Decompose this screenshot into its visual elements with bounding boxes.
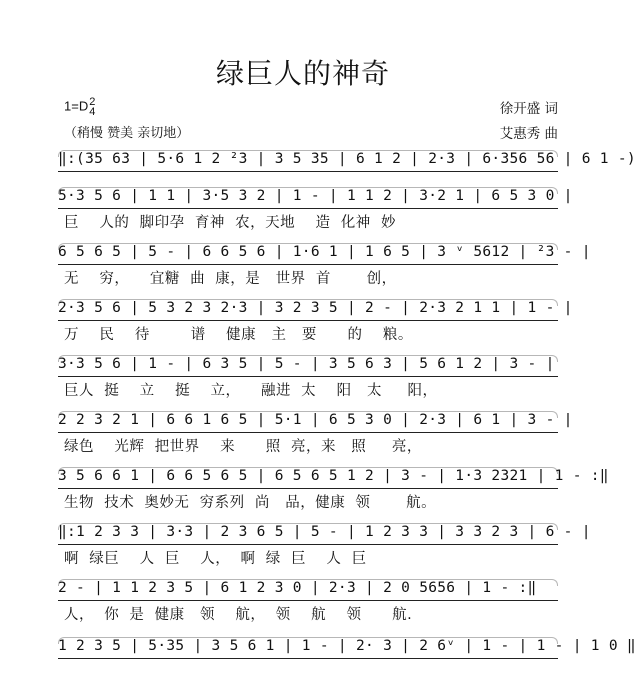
song-title: 绿巨人的神奇 [215, 57, 390, 90]
lyrics-row-6: 绿色 光辉 把世界 来 照 亮，来 照 亮， [64, 439, 422, 455]
lyrics-row-4: 万 民 待 谱 健康 主 要 的 粮。 [64, 327, 413, 343]
lyrics-row-3: 无 穷， 宜糖 曲 康，是 世界 首 创， [64, 271, 397, 287]
lyrics-row-9: 人， 你 是 健康 领 航， 领 航 领 航. [64, 607, 413, 623]
notation-row-3: 6 5 6 5 | 5 - | 6 6 5 6 | 1·6 1 | 1 6 5 | 3 ᵛ 5612 | ²3 - | [58, 240, 558, 265]
notation-row-7: 3 5 6 6 1 | 6 6 5 6 5 | 6 5 6 5 1 2 | 3 - | 1·3 2321 | 1 - :‖ [58, 464, 558, 489]
notation-row-2: 5·3 5 6 | 1 1 | 3·5 3 2 | 1 - | 1 1 2 | 3·2 1 | 6 5 3 0 | [58, 184, 558, 209]
notation-row-4: 2·3 5 6 | 5 3 2 3 2·3 | 3 2 3 5 | 2 - | 2·3 2 1 1 | 1 - | [58, 296, 558, 321]
notation-row-6: 2 2 3 2 1 | 6 6 1 6 5 | 5·1 | 6 5 3 0 | 2·3 | 6 1 | 3 - | [58, 408, 558, 433]
time-top: 2 [89, 96, 96, 108]
key-signature [64, 97, 95, 117]
notation-row-1: ‖:(35 63 | 5·6 1 2 ²3 | 3 5 35 | 6 1 2 | 2·3 | 6·356 56 | 6 1 -) [58, 147, 558, 172]
tempo-marking: （稍慢 赞美 亲切地） [64, 126, 190, 141]
lyrics-row-5: 巨人 挺 立 挺 立， 融进 太 阳 太 阳， [64, 383, 438, 399]
time-signature [89, 97, 95, 117]
notation-row-10: 1 2 3 5 | 5·35 | 3 5 6 1 | 1 - | 2· 3 | 2 6ᵛ | 1 - | 1 - | 1 0 ‖ [58, 634, 558, 659]
time-bottom: 4 [89, 106, 96, 118]
lyrics-row-7: 生物 技术 奥妙无 穷系列 尚 品，健康 领 航。 [64, 495, 437, 511]
notation-row-9: 2 - | 1 1 2 3 5 | 6 1 2 3 0 | 2·3 | 2 0 5656 | 1 - :‖ [58, 576, 558, 601]
lyrics-row-2: 巨 人的 脚印孕 育神 农，天地 造 化神 妙 [64, 215, 396, 231]
key-prefix: 1=D [64, 98, 89, 114]
lyrics-row-8: 啊 绿巨 人 巨 人， 啊 绿 巨 人 巨 [64, 551, 367, 567]
notation-row-8: ‖:1 2 3 3 | 3·3 | 2 3 6 5 | 5 - | 1 2 3 3 | 3 3 2 3 | 6 - | [58, 520, 558, 545]
composer-credit: 艾惠秀 曲 [499, 126, 558, 142]
lyricist-credit: 徐开盛 词 [499, 101, 558, 117]
notation-row-5: 3·3 5 6 | 1 - | 6 3 5 | 5 - | 3 5 6 3 | 5 6 1 2 | 3 - | [58, 352, 558, 377]
